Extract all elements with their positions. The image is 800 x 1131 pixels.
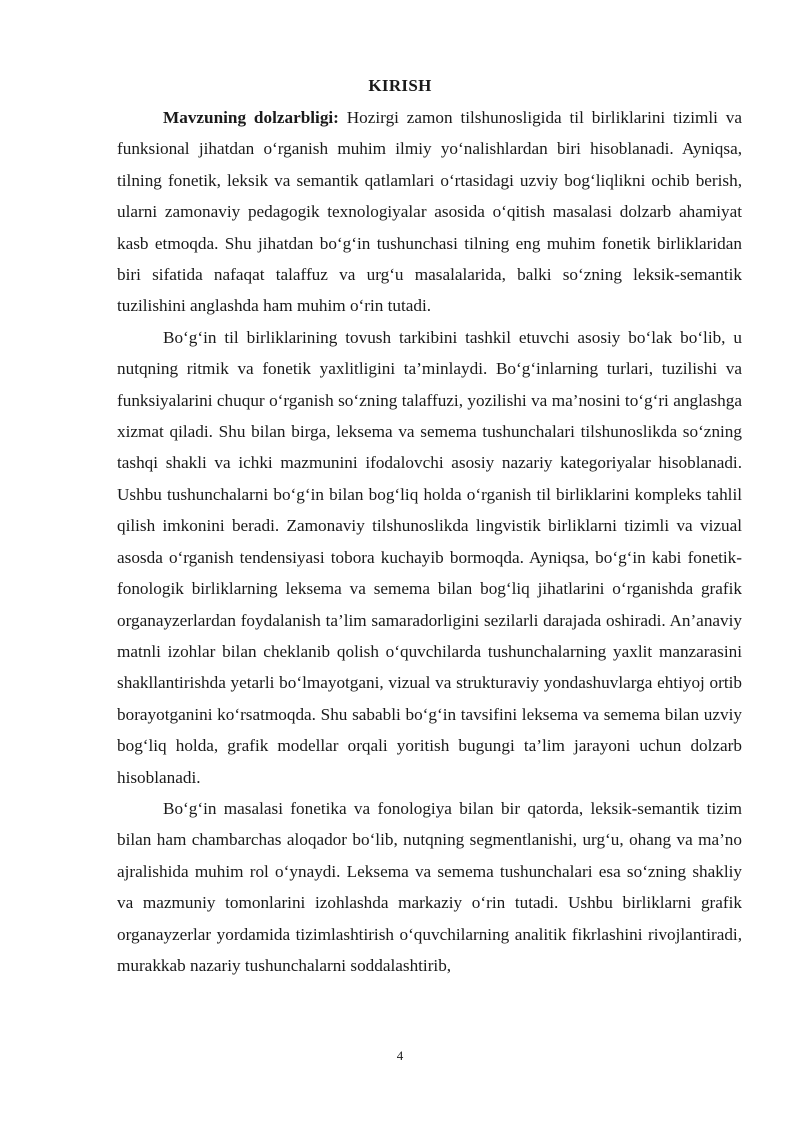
body-text: [117, 102, 742, 981]
paragraph-syllable: Bo‘g‘in til birliklarining tovush tarkibini tashkil etuvchi asosiy bo‘lak bo‘lib, u nutqning ritmik va fonetik yaxlitligini ta’minlaydi. Bo‘g‘inlarning turlari, tuzilishi va funksiyalarini chuqur o‘rganish so‘zning talaffuzi, yozilishi va ma’nosini to‘g‘ri anglashga xizmat qiladi. Shu bilan birga, leksema va semema tushunchalari tilshunoslikda so‘zning tashqi shakli va ichki mazmunini ifodalovchi asosiy nazariy kategoriyalar hisoblanadi. Ushbu tushunchalarni bo‘g‘in bilan bog‘liq holda o‘rganish til birliklarini kompleks tahlil qilish imkonini beradi. Zamonaviy tilshunoslikda lingvistik birliklarni tizimli va vizual asosda o‘rganish tendensiyasi tobora kuchayib bormoqda. Ayniqsa, bo‘g‘in kabi fonetik-fonologik birliklarning leksema va semema bilan bog‘liq jihatlarini o‘rganishda grafik organayzerlardan foydalanish ta’lim samaradorligini sezilarli darajada oshiradi. An’anaviy matnli izohlar bilan cheklanib qolish o‘quvchilarda tushunchalarning yaxlit manzarasini shakllantirishda yetarli bo‘lmayotgani, vizual va strukturaviy yondashuvlarga ehtiyoj ortib borayotganini ko‘rsatmoqda. Shu sababli bo‘g‘in tavsifini leksema va semema bilan uzviy bog‘liq holda, grafik modellar orqali yoritish bugungi ta’lim jarayoni uchun dolzarb hisoblanadi.: [117, 327, 742, 787]
page-title: KIRISH: [368, 76, 432, 95]
paragraph-relevance: [117, 102, 742, 322]
page-number: 4: [396, 1048, 404, 1063]
paragraph-lead: Mavzuning dolzarbligi:: [163, 108, 339, 127]
paragraph-text: Hozirgi zamon tilshunosligida til birliklarini tizimli va funksional jihatdan o‘rganish muhim ilmiy yo‘nalishlardan biri hisoblanadi. Ayniqsa, tilning fonetik, leksik va semantik qatlamlari o‘rtasidagi uzviy bog‘liqlikni ochib berish, ularni zamonaviy pedagogik texnologiyalar asosida o‘qitish masalasi dolzarb ahamiyat kasb etmoqda. Shu jihatdan bo‘g‘in tushunchasi tilning eng muhim fonetik birliklaridan biri sifatida nafaqat talaffuz va urg‘u masalalarida, balki so‘zning leksik-semantik tuzilishini anglashda ham muhim o‘rin tutadi.: [117, 108, 742, 316]
paragraph-lexeme: Bo‘g‘in masalasi fonetika va fonologiya bilan bir qatorda, leksik-semantik tizim bilan ham chambarchas aloqador bo‘lib, nutqning segmentlanishi, urg‘u, ohang va ma’no ajralishida muhim rol o‘ynaydi. Leksema va semema tushunchalari esa so‘zning shakliy va mazmuniy tomonlarini izohlashda markaziy o‘rin tutadi. Ushbu birliklarni grafik organayzerlar yordamida tizimlashtirish o‘quvchilarning analitik fikrlashini rivojlantiradi, murakkab nazariy tushunchalarni soddalashtirib,: [117, 798, 742, 975]
